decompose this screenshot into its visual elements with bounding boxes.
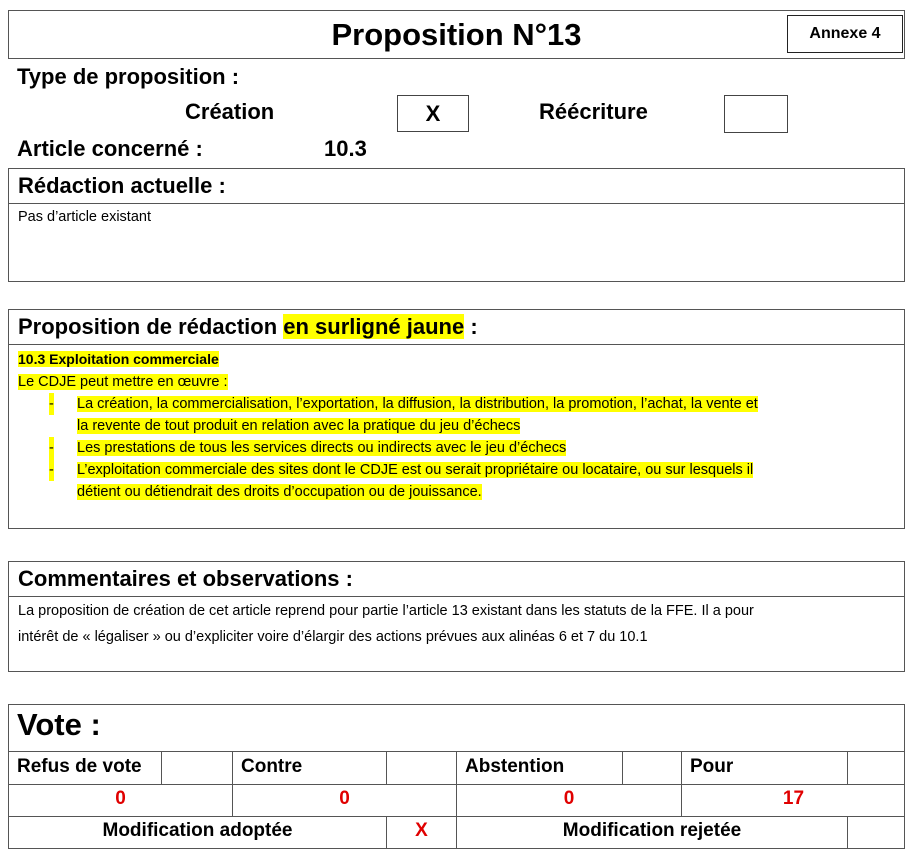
pour-label: Pour xyxy=(690,756,734,777)
abstention-label: Abstention xyxy=(465,756,565,777)
reecriture-checkbox[interactable] xyxy=(724,95,788,133)
creation-label: Création xyxy=(185,99,275,124)
proposition-heading-suffix: : xyxy=(470,314,478,339)
contre-label: Contre xyxy=(241,756,303,777)
redaction-actuelle-text: Pas d’article existant xyxy=(18,209,151,225)
type-label: Type de proposition : xyxy=(17,64,240,89)
redaction-actuelle-heading: Rédaction actuelle : xyxy=(9,169,904,204)
refus-value: 0 xyxy=(115,788,126,809)
dash-mark: - xyxy=(49,393,54,415)
commentaires-section xyxy=(8,561,905,672)
reecriture-label: Réécriture xyxy=(539,99,648,124)
refus-label: Refus de vote xyxy=(17,756,142,777)
dash-mark: - xyxy=(49,437,54,459)
col-divider xyxy=(161,751,162,784)
commentaires-line: La proposition de création de cet article reprend pour partie l’article 13 existant dans les statuts de la FFE. Il a pour xyxy=(18,603,754,619)
page-title: Proposition N°13 xyxy=(331,17,582,52)
abstention-value: 0 xyxy=(563,788,575,809)
proposition-heading xyxy=(9,310,904,345)
proposition-heading-highlight: en surligné jaune xyxy=(283,314,465,339)
list-item-line: la revente de tout produit en relation avec la pratique du jeu d’échecs xyxy=(77,418,521,434)
vote-section xyxy=(8,704,905,849)
creation-checkbox[interactable]: X xyxy=(397,95,469,132)
commentaires-line: intérêt de « légaliser » ou d’expliciter voire d’élargir des actions prévues aux alinéas 6 et 7 du 10.1 xyxy=(18,629,648,645)
col-divider xyxy=(386,751,387,784)
proposition-heading-plain: Proposition de rédaction xyxy=(18,314,278,339)
proposition-body xyxy=(18,348,895,503)
annexe-badge: Annexe 4 xyxy=(787,15,903,53)
proposition-article-title: 10.3 Exploitation commerciale xyxy=(18,351,219,367)
col-divider xyxy=(622,751,623,784)
proposition-intro: Le CDJE peut mettre en œuvre : xyxy=(18,374,228,390)
list-item xyxy=(18,459,895,503)
article-label: Article concerné : xyxy=(17,136,203,161)
list-item xyxy=(18,393,895,437)
list-item-line: La création, la commercialisation, l’exportation, la diffusion, la distribution, la promotion, l’achat, la vente et xyxy=(77,396,758,412)
proposition-list xyxy=(18,393,895,503)
list-item xyxy=(18,437,895,459)
adoptee-label: Modification adoptée xyxy=(102,820,293,841)
proposition-section xyxy=(8,309,905,529)
vote-title: Vote : xyxy=(17,707,101,742)
contre-value: 0 xyxy=(339,788,350,809)
pour-value: 17 xyxy=(782,788,805,809)
list-item-line: détient ou détiendrait des droits d’occupation ou de jouissance. xyxy=(77,484,482,500)
rejetee-label: Modification rejetée xyxy=(562,820,742,841)
col-divider xyxy=(847,751,848,784)
article-value: 10.3 xyxy=(324,136,367,161)
list-item-line: L’exploitation commerciale des sites dont le CDJE est ou serait propriétaire ou locataire, ou sur lesquels il xyxy=(77,462,754,478)
list-item-line: Les prestations de tous les services directs ou indirects avec le jeu d’échecs xyxy=(77,440,567,456)
title-box xyxy=(8,10,905,59)
dash-mark: - xyxy=(49,459,54,481)
commentaires-heading: Commentaires et observations : xyxy=(9,562,904,597)
commentaires-body xyxy=(18,598,895,650)
adoptee-mark[interactable]: X xyxy=(415,820,428,841)
redaction-actuelle-section xyxy=(8,168,905,282)
col-divider xyxy=(847,816,848,849)
